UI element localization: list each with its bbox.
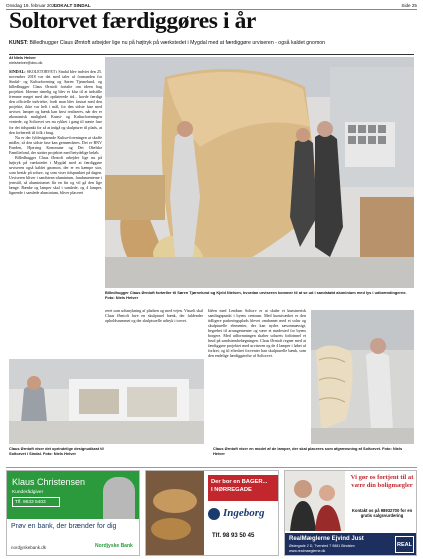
realtor-logo: REAL [395,536,414,553]
bakery-logo [208,505,278,535]
bakery-ad [145,470,279,556]
article-headline: Soltorvet færdiggøres i år [9,8,256,34]
banker-role: Kunderådgiver [12,490,44,495]
bank-slogan-text: Prøv en bank, der brænder for dig [11,523,117,530]
body-text-3: Billedhugger Claus Ørntoft arbejder lige nu på højtryk på værkstedet i Mygdal med at færdiggøre urviseren også kaldet gnomon, der er en kæmpe stor, som består på solure, og som viser tidspunktet på dagen. Urviseren bliver i sandstens-aluminium, fundamenterne i jernstål, så aluminiumet får en fin og vil gå den lige længe. Bænke og lamper skal i samlede, og 4 lamper, lignende i samlede aluminium, bliver placeret [9,154,102,196]
realtor-url: www.realmaeglerne.dk [289,549,326,553]
bakery-phone: Tlf. 98 93 50 45 [212,533,255,539]
realtor-ad [284,470,417,556]
bread-photo [146,471,204,556]
ad-divider [6,467,417,468]
bank-ad [6,470,140,556]
bakery-emblem [208,508,220,520]
bakery-line2: I NØRREGADE [211,487,252,493]
main-photo-caption [105,290,414,300]
section-name: LOKALT SINDAL [54,3,91,8]
article-column-1 [9,69,102,354]
main-caption-credit: Foto: Niels Helver [105,295,139,300]
bank-slogan [11,523,116,530]
realtor-brand: RealMæglerne Ejvind Just [289,536,364,542]
banker-phone: Tlf. 9633 5403 [12,497,60,507]
dateline: SINDAL: [9,69,26,74]
issue-date: Onsdag 19. februar 2020 [6,3,58,8]
right-caption-credit: Foto: Niels Helver [213,446,403,456]
main-caption-text: Billedhugger Claus Ørntoft fortæller til Søren Tjørnelund og Kjeld Nielsen, hvordan urviseren kommer til at se ud i sandstøbt aluminium med lys i udbrændingerne. [105,290,407,295]
realtor-headline: Vi gør os fortjent til at være din boligmægler [350,474,414,489]
body-text-1: SKOLETORVET i Sindal blev indviet den 25. november 2018 var det med taler af formanden for Sindal- og Kulturforening og Søren Tjørnelund, og billedhugger Claus Ørntoft fortalte om ideen bag projektet. Ideerne rimelig og blev er klar til at indstille fremme meget med det opdaterede tid... havde færdigt den officielle indvielse, fordi man blev fastsat med den projekte, ikke var helt i mål, for den sidste fase med urviser, lamper og bænk kan først realiseres, når der er økonomisk mulighed. Kunst- og Kulturforeningen ventede, og Soltorvet ses nu rykket i gang til næste fase for det tidspunkt for så at indgå og skulpturer til plads, at den forberedt til folk i brug. [9,69,102,135]
realtor-subline: Kontakt os på 98932700 for en gratis salgsvurdering [351,508,413,519]
banker-portrait [103,477,135,519]
bank-logo: Nordjyske Bank [95,543,133,549]
right-photo [311,310,414,444]
lead-text: Billedhugger Claus Ørntoft arbejder lige nu på højtryk på værkstedet i Mygdal med at færdiggøre urviseren - også kaldet gnomon [29,40,326,46]
article-column-3 [208,308,306,424]
divider [9,54,414,55]
lead-label: KUNST: [9,40,29,46]
body-text-4: reret som udsmykning af pladsen og med vejen. Visuelt skal Claus Ørntoft lave en skulpturel bænk, der fuldender opholdsrummet og der skulpturelle udtryk i torvet. [105,308,203,324]
left-photo [9,359,204,444]
banker-name: Klaus Christensen [12,477,86,487]
body-text-5: Idéen med Lendum Soltorv er at skabe et kunstnerisk samlingspunkt i byens centrum. Med kunstværket er den tidligere parkeringsplads blevet omdannet med et solur og skulpturelle elementer, der kan nydes sæsonmæssigt, begrebet til arrangementer og være et mødested for byens borgere. Med udformningen skaber solurets fodtrinnel et brud på sandstensbelægningen. Claus Ørntoft regner med at færdiggøre projektet med urviseren og de 4 lamper i løbet af foråret, og til efteråret forventer han skulpturelle bænk, som den endelige færdiggørelse af Soltorvet. [208,308,306,359]
byline [9,56,42,66]
left-caption-text: Claus Ørntoft viser det oprindelige designudkast til Soltorvet i Sindal. [9,446,104,456]
page-number: Side 25 [401,3,417,8]
right-photo-caption [213,446,414,456]
left-photo-caption [9,446,107,456]
article-column-2 [105,308,203,356]
bakery-brand: Ingeborg [223,507,265,519]
bakery-line1: Der bor en BAGER... [211,479,268,485]
byline-email: nielshelver@dnu.dk [9,61,43,65]
right-caption-text: Claus Ørntoft viser en model af de lamper, der skal placeres som afgrænsning af Soltorvet. [213,446,381,451]
realtor-address: Østergade 2 D, Tversted 7 9881 Bindslev [289,544,355,548]
article-lead [9,40,414,47]
bank-url: nordjyskebank.dk [11,545,47,550]
realtor-portraits [285,471,345,531]
bakery-header [208,475,278,501]
byline-author: Af Niels Helver [9,56,36,60]
main-photo [105,57,414,288]
body-text-2: Nu er der fyldestgørende Kultur-foreningen at skaffe midler, så den sidste fase kan gennemføres. Det er BNV Fonden, Hjørring Kommune og Det Obelske Familiefond, der støtter projektet med betydelige beløb. [9,134,102,155]
left-caption-credit: Foto: Niels Helver [42,451,77,456]
